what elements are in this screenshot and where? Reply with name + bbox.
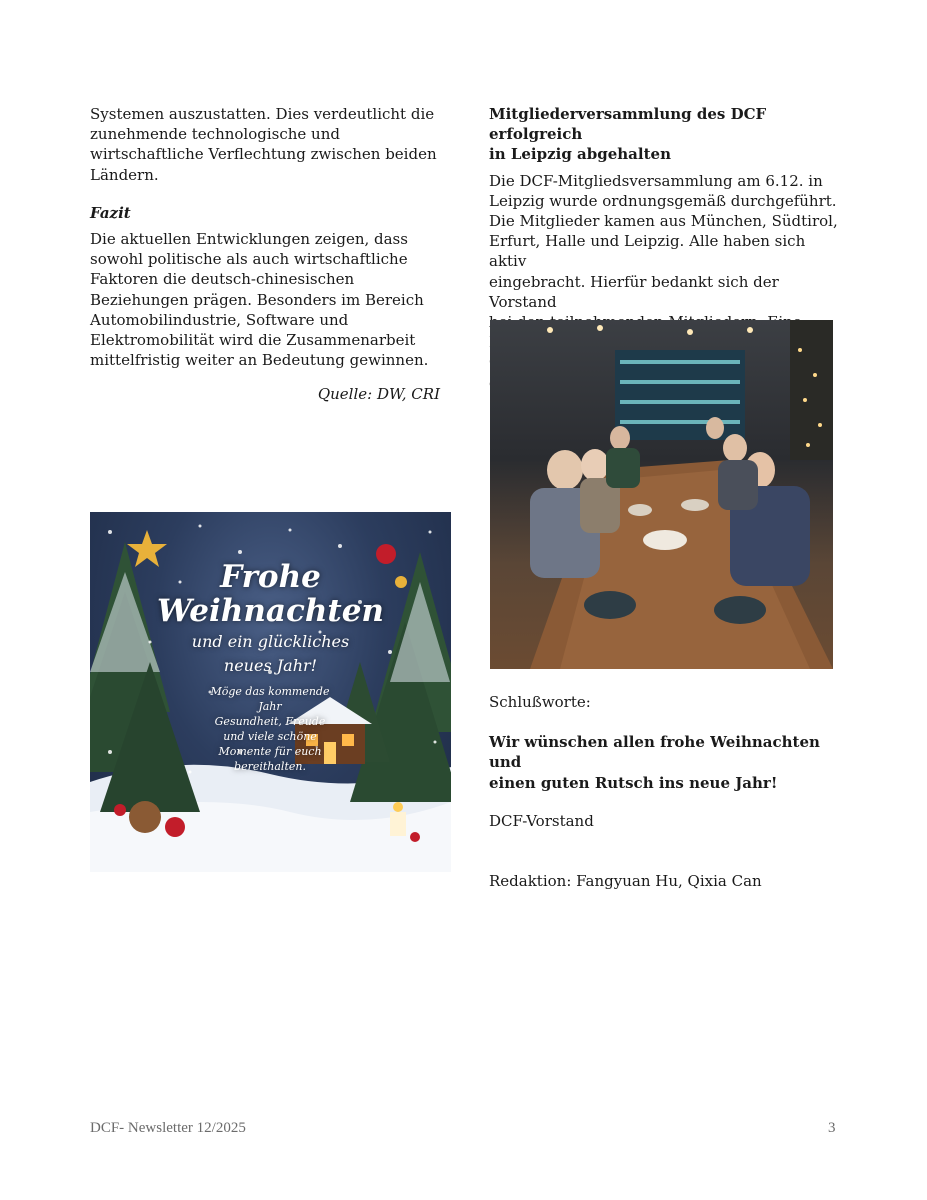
fazit-line: mittelfristig weiter an Bedeutung gewinnen. [90,351,429,370]
greeting-wish-line: Möge das kommende Jahr [210,685,330,713]
editors: Redaktion: Fangyuan Hu, Qixia Can [489,872,762,891]
intro-line: wirtschaftliche Verflechtung zwischen beiden [90,145,437,164]
greeting-title-line2: Weihnachten [157,593,384,629]
fazit-line: Faktoren die deutsch-chinesischen [90,270,355,289]
spacer [489,712,839,732]
signature: DCF-Vorstand [489,811,594,830]
closing-wish-line: Wir wünschen allen frohe Weihnachten und [489,733,820,772]
meeting-heading [489,104,839,165]
greeting-wish [210,684,330,774]
meeting-line: Die DCF-Mitgliedsversammlung am 6.12. in [489,171,823,190]
greeting-wish-line: Momente für euch [218,745,322,758]
meeting-heading-line: in Leipzig abgehalten [489,145,671,164]
spacer [489,793,839,811]
greeting-title-line1: Frohe [220,559,321,595]
meeting-photo [490,320,833,669]
fazit-line: Die aktuellen Entwicklungen zeigen, dass [90,230,408,249]
fazit-line: Elektromobilität wird die Zusammenarbeit [90,331,416,350]
closing-section [489,692,839,891]
footer-page-number: 3 [828,1120,836,1136]
christmas-card-image [90,512,451,872]
fazit-line: Beziehungen prägen. Besonders im Bereich [90,290,424,309]
footer-newsletter: DCF- Newsletter 12/2025 [90,1120,246,1136]
greeting-wish-line: Gesundheit, Freude [214,715,326,728]
left-column [90,104,440,405]
intro-line: Ländern. [90,165,159,184]
fazit-line: sowohl politische als auch wirtschaftliche [90,250,408,269]
closing-label: Schlußworte: [489,693,591,711]
fazit-heading: Fazit [90,203,131,222]
intro-line: zunehmende technologische und [90,125,340,144]
closing-wish-line: einen guten Rutsch ins neue Jahr! [489,773,778,792]
meeting-line: Erfurt, Halle und Leipzig. Alle haben sich aktiv [489,232,806,271]
greeting-subtitle-line1: und ein glückliches [191,632,350,651]
spacer [489,831,839,871]
meeting-line: Die Mitglieder kamen aus München, Südtirol, [489,212,838,231]
meeting-line: eingebracht. Hierfür bedankt sich der Vorstand [489,272,779,311]
intro-line: Systemen auszustatten. Dies verdeutlicht die [90,105,435,123]
source-citation: Quelle: DW, CRI [317,385,440,404]
meeting-line: Leipzig wurde ordnungsgemäß durchgeführt. [489,191,837,210]
greeting-wish-line: bereithalten. [234,760,306,773]
greeting-subtitle-line2: neues Jahr! [223,656,318,675]
greeting-wish-line: und viele schöne [223,730,317,743]
meeting-heading-line: Mitgliederversammlung des DCF erfolgreich [489,105,767,144]
christmas-greeting [90,560,451,774]
restaurant-scene [490,320,833,669]
fazit-line: Automobilindustrie, Software und [90,310,349,329]
